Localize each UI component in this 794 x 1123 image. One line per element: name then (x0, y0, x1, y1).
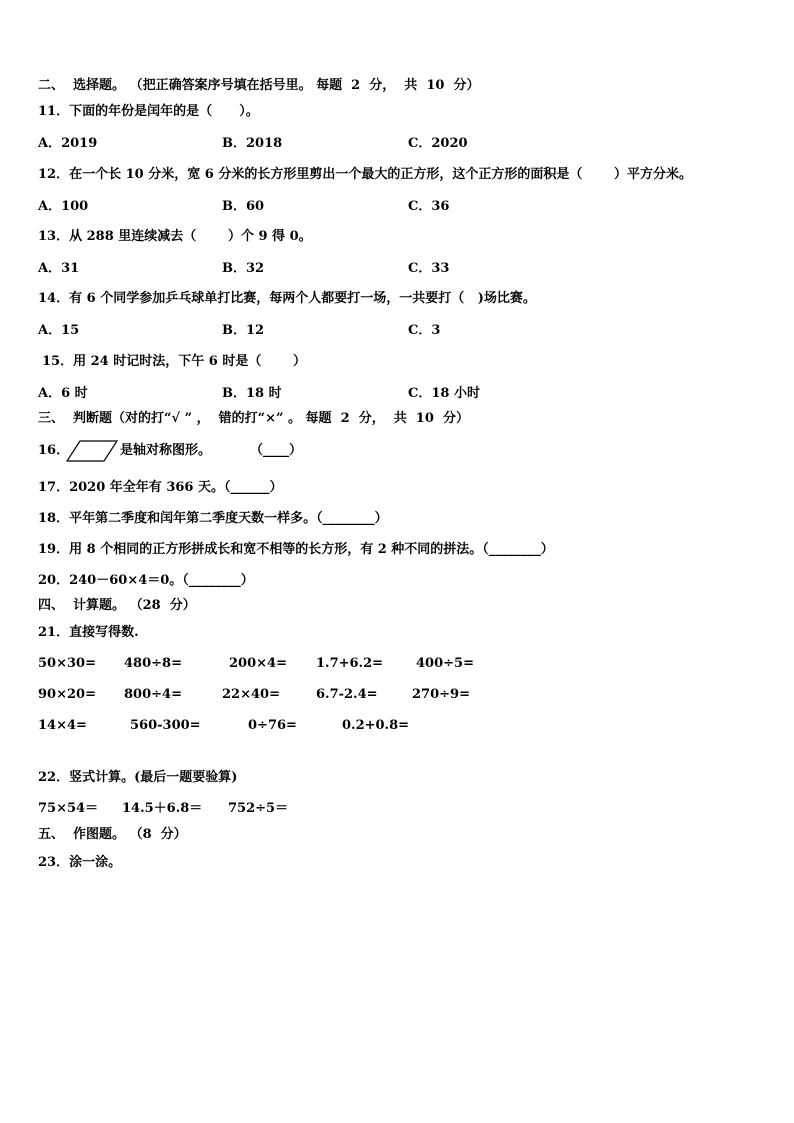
q16-number: 16． (38, 443, 70, 458)
calc-item: 0÷76= (248, 718, 297, 733)
calc-item: 200×4= (229, 656, 287, 671)
q14-option-a: A．15 (38, 323, 80, 338)
calc-item: 480÷8= (124, 656, 182, 671)
calc-item: 50×30= (38, 656, 96, 671)
question-18: 18．平年第二季度和闰年第二季度天数一样多。（________） (38, 511, 388, 526)
question-19: 19．用 8 个相同的正方形拼成长和宽不相等的长方形，有 2 种不同的拼法。（________） (38, 542, 554, 557)
q15-option-b: B．18 时 (222, 386, 282, 401)
q12-option-b: B．60 (222, 199, 265, 214)
q13-option-c: C．33 (408, 261, 450, 276)
q14-option-b: B．12 (222, 323, 265, 338)
calc-item: 400÷5= (416, 656, 474, 671)
question-15: 15．用 24 时记时法，下午 6 时是（ ） (42, 354, 307, 369)
q15-option-a: A．6 时 (38, 386, 88, 401)
section-5-heading: 五、 作图题。 （8 分） (38, 827, 187, 842)
section-4-heading: 四、 计算题。 （28 分） (38, 598, 196, 613)
vertical-calc-item: 75×54＝ (38, 801, 99, 816)
question-21: 21．直接写得数. (38, 625, 139, 640)
q11-option-c: C．2020 (408, 136, 468, 151)
q13-option-a: A．31 (38, 261, 80, 276)
q16-answer-blank[interactable]: （____） (250, 443, 303, 458)
section-3-heading: 三、 判断题（对的打“√ ” ， 错的打“×” 。 每题 2 分， 共 10 分） (38, 411, 469, 426)
calc-item: 0.2+0.8= (342, 718, 410, 733)
calc-item: 90×20= (38, 687, 96, 702)
calc-item: 22×40= (222, 687, 280, 702)
question-11: 11．下面的年份是闰年的是（ ）。 (38, 104, 259, 119)
vertical-calc-item: 752÷5＝ (228, 801, 289, 816)
q13-option-b: B．32 (222, 261, 265, 276)
calc-item: 800÷4= (124, 687, 182, 702)
q15-option-c: C．18 小时 (408, 386, 480, 401)
question-17: 17．2020 年全年有 366 天。（______） (38, 480, 283, 495)
q12-option-c: C．36 (408, 199, 450, 214)
calc-item: 270÷9= (412, 687, 470, 702)
parallelogram-icon (66, 440, 118, 462)
question-13: 13．从 288 里连续减去（ ）个 9 得 0。 (38, 229, 312, 244)
q11-option-b: B．2018 (222, 136, 283, 151)
vertical-calc-item: 14.5＋6.8＝ (122, 801, 203, 816)
section-2-heading: 二、 选择题。 （把正确答案序号填在括号里。 每题 2 分， 共 10 分） (38, 78, 480, 93)
q11-option-a: A．2019 (38, 136, 98, 151)
question-20: 20．240－60×4＝0。（________） (38, 573, 254, 588)
q12-option-a: A．100 (38, 199, 89, 214)
q16-text: 是轴对称图形。 (120, 443, 212, 458)
question-14: 14．有 6 个同学参加乒乓球单打比赛，每两个人都要打一场，一共要打（ )场比赛。 (38, 291, 536, 306)
question-22: 22．竖式计算。(最后一题要验算) (38, 770, 238, 785)
calc-item: 6.7-2.4= (316, 687, 378, 702)
calc-item: 560-300= (130, 718, 201, 733)
calc-item: 1.7+6.2= (316, 656, 384, 671)
question-12: 12．在一个长 10 分米，宽 6 分米的长方形里剪出一个最大的正方形，这个正方形的面积是（ ）平方分米。 (38, 167, 693, 182)
q14-option-c: C．3 (408, 323, 441, 338)
question-23: 23．涂一涂。 (38, 855, 122, 870)
calc-item: 14×4= (38, 718, 87, 733)
